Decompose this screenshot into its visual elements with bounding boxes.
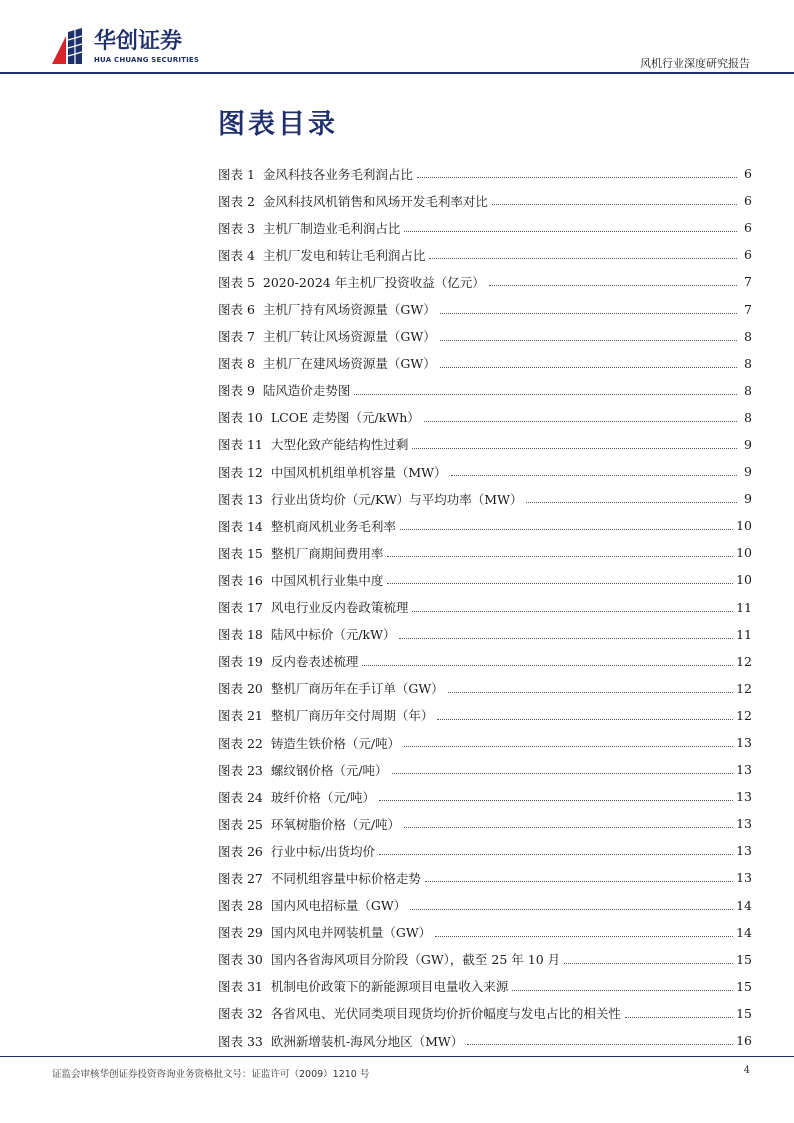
toc-entry-title xyxy=(218,815,404,833)
toc-dot-leader xyxy=(437,719,733,720)
toc-entry-text: 主机厂转让风场资源量（GW） xyxy=(262,329,436,345)
toc-entry-title xyxy=(218,435,412,453)
toc-entry-page: 8 xyxy=(744,328,752,344)
toc-dot-leader xyxy=(440,367,737,368)
toc-entry-title xyxy=(218,463,451,481)
brand-name-en: HUA CHUANG SECURITIES xyxy=(94,56,200,64)
toc-entry-text: LCOE 走势图（元/kWh） xyxy=(270,410,420,426)
toc-entry-title xyxy=(218,300,440,318)
toc-entry[interactable] xyxy=(218,350,752,377)
toc-entry-title xyxy=(218,950,564,968)
toc-entry-label: 图表 6 xyxy=(218,302,255,318)
toc-entry-title xyxy=(218,923,435,941)
toc-entry-text: 2020-2024 年主机厂投资收益（亿元） xyxy=(262,274,485,290)
toc-entry-text: 整机厂商历年交付周期（年） xyxy=(270,708,434,724)
toc-entry-text: 玻纤价格（元/吨） xyxy=(270,789,376,805)
toc-entry-label: 图表 19 xyxy=(218,654,263,670)
page-number: 4 xyxy=(743,1065,750,1076)
toc-entry-title xyxy=(218,544,387,562)
toc-dot-leader xyxy=(429,258,737,259)
toc-entry-label: 图表 5 xyxy=(218,274,255,290)
toc-entry-label: 图表 3 xyxy=(218,220,255,236)
footer-divider xyxy=(0,1056,794,1057)
toc-entry-page: 8 xyxy=(744,382,752,398)
toc-entry-title xyxy=(218,327,440,345)
toc-entry-text: 整机厂商期间费用率 xyxy=(270,545,384,561)
toc-entry[interactable] xyxy=(218,675,752,702)
toc-dot-leader xyxy=(387,583,733,584)
toc-dot-leader xyxy=(625,1017,733,1018)
toc-entry-page: 15 xyxy=(736,1005,752,1021)
toc-entry[interactable] xyxy=(218,837,752,864)
toc-entry-label: 图表 22 xyxy=(218,735,263,751)
toc-entry-text: 金风科技各业务毛利润占比 xyxy=(262,166,413,182)
toc-entry-title xyxy=(218,490,526,508)
toc-entry-title xyxy=(218,706,437,724)
toc-entry-text: 大型化致产能结构性过剩 xyxy=(270,437,409,453)
toc-entry-text: 铸造生铁价格（元/吨） xyxy=(270,735,401,751)
toc-entry[interactable] xyxy=(218,512,752,539)
brand-name-cn: 华创证券 xyxy=(94,29,183,54)
toc-entry-title xyxy=(218,598,412,616)
toc-entry-title xyxy=(218,679,448,697)
toc-entry-label: 图表 14 xyxy=(218,518,263,534)
toc-entry-label: 图表 20 xyxy=(218,681,263,697)
toc-entry-title xyxy=(218,869,425,887)
toc-entry-text: 欧洲新增装机-海风分地区（MW） xyxy=(270,1033,464,1049)
toc-entry[interactable] xyxy=(218,295,752,322)
toc-entry-text: 主机厂发电和转让毛利润占比 xyxy=(262,247,426,263)
toc-entry[interactable] xyxy=(218,621,752,648)
toc-entry-text: 陆风造价走势图 xyxy=(262,383,351,399)
toc-entry-page: 15 xyxy=(736,978,752,994)
toc-entry-text: 金风科技风机销售和风场开发毛利率对比 xyxy=(262,193,488,209)
toc-dot-leader xyxy=(448,692,733,693)
toc-entry[interactable] xyxy=(218,756,752,783)
toc-entry-label: 图表 7 xyxy=(218,329,255,345)
toc-dot-leader xyxy=(379,800,733,801)
toc-entry[interactable] xyxy=(218,648,752,675)
page-title: 图表目录 xyxy=(218,109,338,140)
toc-entry-title xyxy=(218,219,404,237)
toc-entry[interactable] xyxy=(218,973,752,1000)
toc-entry-title xyxy=(218,192,492,210)
toc-entry-page: 9 xyxy=(744,436,752,452)
toc-entry-text: 国内风电并网装机量（GW） xyxy=(270,925,432,941)
toc-entry-title xyxy=(218,354,440,372)
toc-entry-title xyxy=(218,273,489,291)
toc-entry-page: 6 xyxy=(744,247,752,263)
toc-entry[interactable] xyxy=(218,268,752,295)
toc-entry-label: 图表 1 xyxy=(218,166,255,182)
toc-entry-label: 图表 23 xyxy=(218,762,263,778)
toc-entry-label: 图表 4 xyxy=(218,247,255,263)
toc-entry[interactable] xyxy=(218,702,752,729)
toc-entry[interactable] xyxy=(218,377,752,404)
toc-entry-page: 13 xyxy=(736,789,752,805)
toc-dot-leader xyxy=(354,394,737,395)
toc-entry-label: 图表 17 xyxy=(218,600,263,616)
toc-entry[interactable] xyxy=(218,783,752,810)
toc-entry-label: 图表 2 xyxy=(218,193,255,209)
toc-entry-title xyxy=(218,408,424,426)
toc-dot-leader xyxy=(435,936,733,937)
toc-entry-page: 6 xyxy=(744,193,752,209)
toc-entry-text: 国内风电招标量（GW） xyxy=(270,898,407,914)
toc-entry-text: 螺纹钢价格（元/吨） xyxy=(270,762,388,778)
toc-entry-text: 中国风机机组单机容量（MW） xyxy=(270,464,447,480)
toc-entry-page: 12 xyxy=(736,653,752,669)
toc-entry-title xyxy=(218,1032,467,1050)
toc-dot-leader xyxy=(412,611,733,612)
toc-entry[interactable] xyxy=(218,431,752,458)
toc-dot-leader xyxy=(440,340,737,341)
toc-entry[interactable] xyxy=(218,919,752,946)
toc-entry-label: 图表 25 xyxy=(218,816,263,832)
toc-entry-page: 15 xyxy=(736,951,752,967)
toc-entry-title xyxy=(218,977,512,995)
toc-dot-leader xyxy=(467,1044,733,1045)
toc-entry-text: 各省风电、光伏同类项目现货均价折价幅度与发电占比的相关性 xyxy=(270,1006,621,1022)
toc-dot-leader xyxy=(399,638,733,639)
toc-entry-title xyxy=(218,788,379,806)
toc-entry-label: 图表 26 xyxy=(218,843,263,859)
toc-entry-label: 图表 16 xyxy=(218,572,263,588)
toc-dot-leader xyxy=(512,990,733,991)
figure-list xyxy=(218,160,752,1054)
toc-entry-title xyxy=(218,896,410,914)
toc-entry-title xyxy=(218,517,400,535)
toc-entry-text: 行业出货均价（元/KW）与平均功率（MW） xyxy=(270,491,523,507)
toc-entry-text: 风电行业反内卷政策梳理 xyxy=(270,600,409,616)
toc-dot-leader xyxy=(404,827,733,828)
toc-entry-label: 图表 28 xyxy=(218,898,263,914)
toc-dot-leader xyxy=(412,448,737,449)
toc-entry-title xyxy=(218,652,362,670)
toc-entry-text: 行业中标/出货均价 xyxy=(270,843,376,859)
toc-dot-leader xyxy=(489,285,737,286)
toc-entry[interactable] xyxy=(218,404,752,431)
toc-entry-page: 9 xyxy=(744,491,752,507)
toc-entry-label: 图表 9 xyxy=(218,383,255,399)
toc-entry-label: 图表 12 xyxy=(218,464,263,480)
toc-entry[interactable] xyxy=(218,160,752,187)
toc-dot-leader xyxy=(392,773,734,774)
toc-entry-page: 14 xyxy=(736,924,752,940)
toc-entry[interactable] xyxy=(218,946,752,973)
toc-entry-text: 国内各省海风项目分阶段（GW），截至 25 年 10 月 xyxy=(270,952,561,968)
toc-entry-label: 图表 11 xyxy=(218,437,263,453)
toc-dot-leader xyxy=(451,475,738,476)
toc-entry-page: 13 xyxy=(736,735,752,751)
toc-entry-page: 10 xyxy=(736,545,752,561)
toc-entry-page: 8 xyxy=(744,355,752,371)
toc-entry[interactable] xyxy=(218,241,752,268)
toc-entry[interactable] xyxy=(218,458,752,485)
toc-dot-leader xyxy=(379,854,733,855)
toc-entry-page: 6 xyxy=(744,220,752,236)
header-divider xyxy=(0,72,794,74)
toc-entry[interactable] xyxy=(218,810,752,837)
footer-license: 证监会审核华创证券投资咨询业务资格批文号：证监许可（2009）1210 号 xyxy=(52,1069,370,1080)
toc-entry-label: 图表 33 xyxy=(218,1033,263,1049)
brand-logo xyxy=(52,28,202,68)
toc-entry-label: 图表 29 xyxy=(218,925,263,941)
toc-dot-leader xyxy=(564,963,733,964)
toc-entry-page: 11 xyxy=(736,599,752,615)
toc-dot-leader xyxy=(404,746,733,747)
report-name: 风机行业深度研究报告 xyxy=(640,57,750,70)
toc-entry-text: 环氧树脂价格（元/吨） xyxy=(270,816,401,832)
toc-entry-label: 图表 15 xyxy=(218,545,263,561)
toc-entry-text: 陆风中标价（元/kW） xyxy=(270,627,396,643)
toc-entry-label: 图表 30 xyxy=(218,952,263,968)
toc-entry-label: 图表 27 xyxy=(218,870,263,886)
toc-entry-text: 主机厂制造业毛利润占比 xyxy=(262,220,401,236)
toc-entry-title xyxy=(218,381,354,399)
toc-entry-label: 图表 8 xyxy=(218,356,255,372)
toc-dot-leader xyxy=(424,421,737,422)
toc-entry-page: 11 xyxy=(736,626,752,642)
toc-entry[interactable] xyxy=(218,1000,752,1027)
page-header xyxy=(0,0,794,78)
toc-entry-page: 12 xyxy=(736,707,752,723)
toc-entry-text: 主机厂在建风场资源量（GW） xyxy=(262,356,436,372)
toc-entry-page: 16 xyxy=(736,1033,752,1049)
toc-dot-leader xyxy=(410,909,733,910)
toc-entry-text: 反内卷表述梳理 xyxy=(270,654,359,670)
toc-entry[interactable] xyxy=(218,594,752,621)
toc-dot-leader xyxy=(400,529,733,530)
toc-entry-title xyxy=(218,246,429,264)
toc-entry[interactable] xyxy=(218,566,752,593)
toc-entry-title xyxy=(218,761,392,779)
toc-entry-text: 主机厂持有风场资源量（GW） xyxy=(262,302,436,318)
toc-entry-page: 9 xyxy=(744,464,752,480)
toc-entry-title xyxy=(218,734,404,752)
toc-entry-title xyxy=(218,165,417,183)
toc-dot-leader xyxy=(387,556,733,557)
toc-entry-label: 图表 31 xyxy=(218,979,263,995)
toc-entry-page: 13 xyxy=(736,816,752,832)
toc-entry-page: 10 xyxy=(736,518,752,534)
toc-entry-page: 8 xyxy=(744,409,752,425)
toc-entry-text: 整机厂商历年在手订单（GW） xyxy=(270,681,444,697)
toc-dot-leader xyxy=(440,313,737,314)
toc-dot-leader xyxy=(404,231,737,232)
toc-entry[interactable] xyxy=(218,214,752,241)
toc-entry-page: 7 xyxy=(744,301,752,317)
toc-entry-page: 13 xyxy=(736,843,752,859)
toc-entry[interactable] xyxy=(218,892,752,919)
toc-entry-label: 图表 24 xyxy=(218,789,263,805)
toc-entry-label: 图表 10 xyxy=(218,410,263,426)
toc-entry-page: 6 xyxy=(744,166,752,182)
toc-entry-title xyxy=(218,1004,625,1022)
toc-entry-page: 10 xyxy=(736,572,752,588)
brand-mark-icon xyxy=(52,28,88,64)
toc-dot-leader xyxy=(417,177,737,178)
toc-entry-label: 图表 13 xyxy=(218,491,263,507)
toc-entry-page: 14 xyxy=(736,897,752,913)
toc-entry-page: 13 xyxy=(736,762,752,778)
toc-entry-title xyxy=(218,842,379,860)
toc-entry[interactable] xyxy=(218,323,752,350)
toc-dot-leader xyxy=(492,204,737,205)
toc-entry-page: 13 xyxy=(736,870,752,886)
toc-entry-title xyxy=(218,625,399,643)
toc-entry[interactable] xyxy=(218,864,752,891)
toc-entry[interactable] xyxy=(218,729,752,756)
toc-entry-label: 图表 18 xyxy=(218,627,263,643)
toc-entry-page: 12 xyxy=(736,680,752,696)
toc-dot-leader xyxy=(362,665,733,666)
toc-dot-leader xyxy=(425,881,733,882)
toc-entry-title xyxy=(218,571,387,589)
toc-entry-text: 机制电价政策下的新能源项目电量收入来源 xyxy=(270,979,509,995)
toc-entry-page: 7 xyxy=(744,274,752,290)
toc-entry[interactable] xyxy=(218,1027,752,1054)
toc-entry[interactable] xyxy=(218,187,752,214)
toc-entry-text: 不同机组容量中标价格走势 xyxy=(270,870,421,886)
toc-entry-label: 图表 21 xyxy=(218,708,263,724)
toc-entry[interactable] xyxy=(218,539,752,566)
toc-entry-label: 图表 32 xyxy=(218,1006,263,1022)
toc-entry-text: 中国风机行业集中度 xyxy=(270,572,384,588)
toc-dot-leader xyxy=(526,502,737,503)
toc-entry-text: 整机商风机业务毛利率 xyxy=(270,518,396,534)
toc-entry[interactable] xyxy=(218,485,752,512)
